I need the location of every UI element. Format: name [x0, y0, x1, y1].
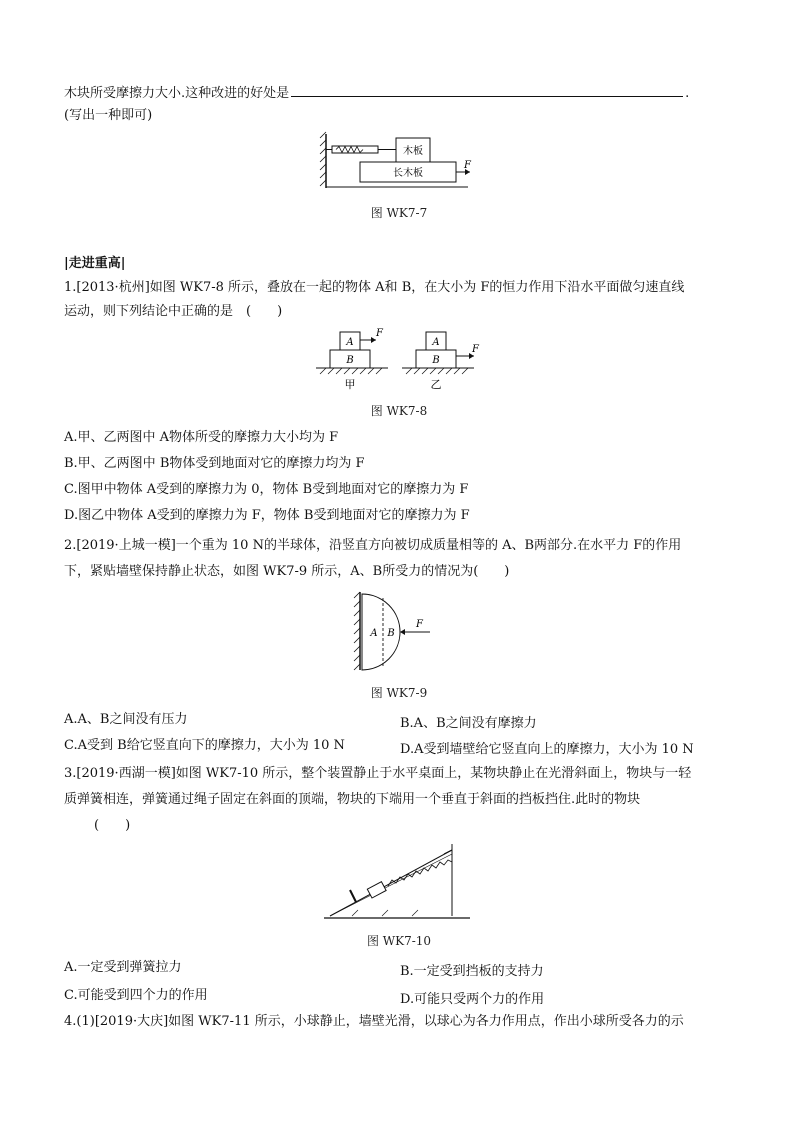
- section-title: |走进重高|: [64, 256, 126, 271]
- fig8-sub-left: 甲: [344, 378, 356, 391]
- q3-stem-line3: ( ): [94, 818, 131, 833]
- figure-caption-wk7-8: 图 WK7-8: [370, 404, 428, 418]
- figure-wk7-10: [322, 840, 472, 924]
- fig8-left-force: F: [376, 328, 383, 339]
- fig8-left-a: A: [346, 337, 354, 348]
- q2-option-b: B.A、B之间没有摩擦力: [400, 716, 537, 731]
- fig8-sub-right: 乙: [430, 378, 442, 391]
- q2-option-d: D.A受到墙壁给它竖直向上的摩擦力，大小为 10 N: [400, 742, 694, 757]
- q1-option-b: B.甲、乙两图中 B物体受到地面对它的摩擦力均为 F: [64, 456, 365, 471]
- answer-blank[interactable]: [291, 84, 683, 97]
- fig8-right-force: F: [472, 344, 479, 355]
- force-label: F: [464, 160, 471, 171]
- q1-option-a: A.甲、乙两图中 A物体所受的摩擦力大小均为 F: [64, 430, 339, 445]
- upper-block-label: 木板: [403, 146, 423, 157]
- q3-option-d: D.可能只受两个力的作用: [400, 992, 545, 1007]
- fig9-a: A: [370, 628, 378, 639]
- figure-caption-wk7-9: 图 WK7-9: [370, 686, 428, 700]
- q2-stem-line2: 下，紧贴墙壁保持静止状态，如图 WK7-9 所示，A、B所受力的情况为( ): [64, 564, 510, 579]
- fig9-force: F: [416, 619, 423, 630]
- figure-wk7-8: [314, 326, 494, 392]
- q2-option-c: C.A受到 B给它竖直向下的摩擦力，大小为 10 N: [64, 738, 345, 753]
- q2-option-a: A.A、B之间没有压力: [64, 712, 188, 727]
- q3-option-c: C.可能受到四个力的作用: [64, 988, 208, 1003]
- q3-stem-line2: 质弹簧相连，弹簧通过绳子固定在斜面的顶端，物块的下端用一个垂直于斜面的挡板挡住.此时的物块: [64, 792, 641, 807]
- fig8-right-b: B: [432, 355, 440, 366]
- figure-caption-wk7-10: 图 WK7-10: [366, 934, 432, 948]
- fig8-right-a: A: [432, 337, 440, 348]
- q3-option-b: B.一定受到挡板的支持力: [400, 964, 544, 979]
- q1-stem-line2: 运动，则下列结论中正确的是 ( ): [64, 304, 283, 319]
- fig9-b: B: [387, 628, 395, 639]
- intro-line: [64, 84, 689, 102]
- q4-stem-line1: 4.(1)[2019·大庆]如图 WK7-11 所示，小球静止，墙壁光滑，以球心为各力作用点，作出小球所受各力的示: [64, 1014, 684, 1029]
- figure-wk7-7: [318, 130, 478, 192]
- figure-caption-wk7-7: 图 WK7-7: [370, 206, 428, 220]
- q3-stem-line1: 3.[2019·西湖一模]如图 WK7-10 所示，整个装置静止于水平桌面上，某物块静止在光滑斜面上，物块与一轻: [64, 766, 692, 781]
- intro-end: .: [685, 86, 690, 101]
- q1-option-c: C.图甲中物体 A受到的摩擦力为 0，物体 B受到地面对它的摩擦力为 F: [64, 482, 469, 497]
- lower-board-label: 长木板: [393, 168, 423, 179]
- fig8-left-b: B: [346, 355, 354, 366]
- q1-stem-line1: 1.[2013·杭州]如图 WK7-8 所示，叠放在一起的物体 A和 B，在大小为 F的恒力作用下沿水平面做匀速直线: [64, 280, 685, 295]
- figure-wk7-9: [350, 588, 440, 674]
- q1-option-d: D.图乙中物体 A受到的摩擦力为 F，物体 B受到地面对它的摩擦力为 F: [64, 508, 470, 523]
- intro-text: 木块所受摩擦力大小.这种改进的好处是: [64, 86, 290, 101]
- q3-option-a: A.一定受到弹簧拉力: [64, 960, 182, 975]
- q2-stem-line1: 2.[2019·上城一模]一个重为 10 N的半球体，沿竖直方向被切成质量相等的 A、B两部分.在水平力 F的作用: [64, 538, 682, 553]
- intro-note: (写出一种即可): [64, 108, 153, 123]
